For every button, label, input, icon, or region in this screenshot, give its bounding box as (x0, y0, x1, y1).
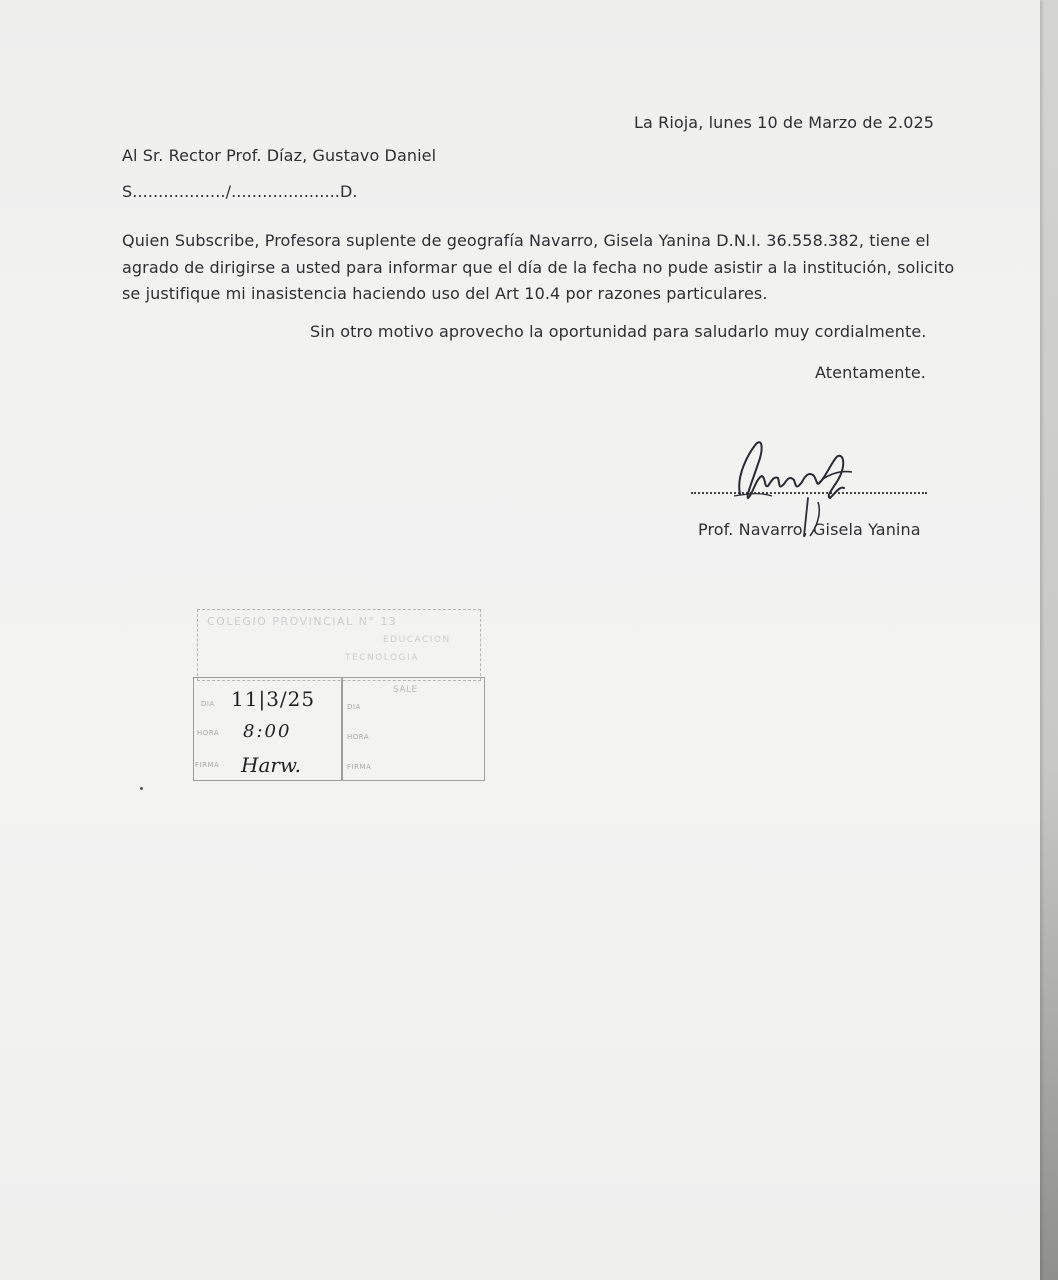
body-line-1: Quien Subscribe, Profesora suplente de geografía Navarro, Gisela Yanina D.N.I. 36.558.382, tiene el (122, 231, 930, 250)
stamp-header-line2: EDUCACION (383, 635, 451, 645)
signer-name: Prof. Navarro, Gisela Yanina (698, 520, 921, 539)
ink-dot (140, 787, 143, 790)
exit-day-label: DIA (347, 703, 361, 711)
salutation: S................../.....................D. (122, 182, 358, 201)
exit-title: SALE (393, 685, 418, 695)
stamp-header-line1: COLEGIO PROVINCIAL N° 13 (207, 615, 398, 628)
addressee: Al Sr. Rector Prof. Díaz, Gustavo Daniel (122, 146, 437, 165)
body-line-2: agrado de dirigirse a usted para informar que el día de la fecha no pude asistir a la institución, solicito (122, 258, 955, 277)
entry-sign-label: FIRMA (195, 761, 220, 769)
reception-stamp (193, 605, 486, 781)
entry-time-label: HORA (197, 729, 220, 737)
entry-day-label: DIA (201, 700, 215, 708)
entry-time: 8:00 (243, 721, 292, 742)
entry-date: 11|3/25 (231, 687, 316, 711)
regards: Atentamente. (815, 363, 926, 382)
body-line-3: se justifique mi inasistencia haciendo uso del Art 10.4 por razones particulares. (122, 284, 768, 303)
entry-signature: Harw. (241, 753, 302, 777)
exit-sign-label: FIRMA (347, 763, 372, 771)
date-line: La Rioja, lunes 10 de Marzo de 2.025 (634, 113, 935, 132)
closing-line: Sin otro motivo aprovecho la oportunidad para saludarlo muy cordialmente. (310, 322, 927, 341)
stamp-header-line3: TECNOLOGIA (345, 653, 419, 663)
exit-time-label: HORA (347, 733, 370, 741)
